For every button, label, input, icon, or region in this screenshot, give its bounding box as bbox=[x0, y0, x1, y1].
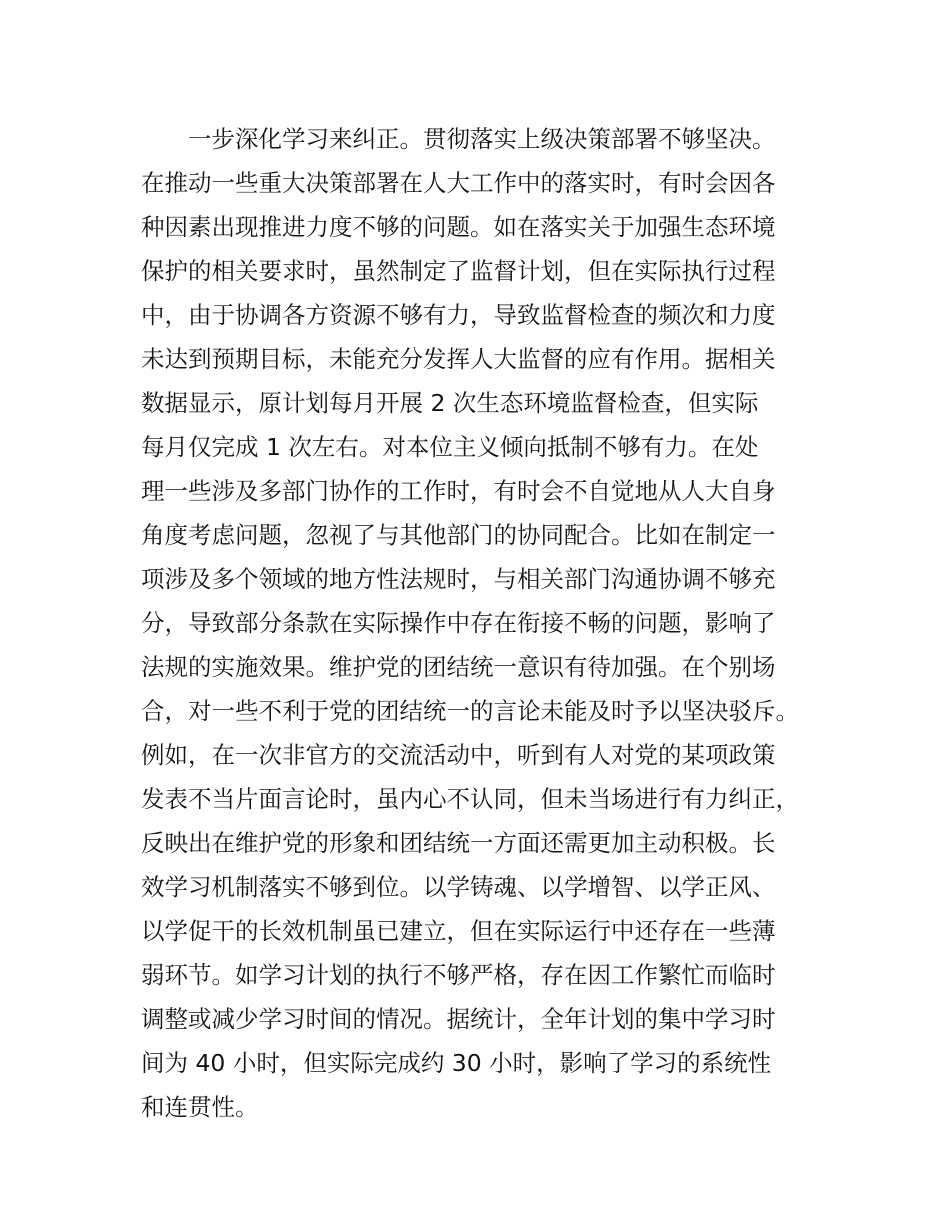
paragraph-line: 效学习机制落实不够到位。以学铸魂、以学增智、以学正风、 bbox=[141, 873, 776, 901]
paragraph-line: 法规的实施效果。维护党的团结统一意识有待加强。在个别场 bbox=[141, 653, 776, 681]
paragraph-line: 数据显示，原计划每月开展 2 次生态环境监督检查，但实际 bbox=[141, 389, 759, 417]
paragraph-line: 种因素出现推进力度不够的问题。如在落实关于加强生态环境 bbox=[141, 213, 776, 241]
paragraph-line: 反映出在维护党的形象和团结统一方面还需更加主动积极。长 bbox=[141, 829, 776, 857]
paragraph-line: 弱环节。如学习计划的执行不够严格，存在因工作繁忙而临时 bbox=[141, 961, 776, 989]
paragraph-line: 中，由于协调各方资源不够有力，导致监督检查的频次和力度 bbox=[141, 301, 776, 329]
paragraph-line: 以学促干的长效机制虽已建立，但在实际运行中还存在一些薄 bbox=[141, 917, 776, 945]
paragraph-line: 角度考虑问题，忽视了与其他部门的协同配合。比如在制定一 bbox=[141, 521, 776, 549]
paragraph-line: 在推动一些重大决策部署在人大工作中的落实时，有时会因各 bbox=[141, 169, 776, 197]
paragraph-line: 调整或减少学习时间的情况。据统计，全年计划的集中学习时 bbox=[141, 1005, 776, 1033]
paragraph-line: 理一些涉及多部门协作的工作时，有时会不自觉地从人大自身 bbox=[141, 477, 776, 505]
paragraph-line: 每月仅完成 1 次左右。对本位主义倾向抵制不够有力。在处 bbox=[141, 433, 759, 461]
paragraph-line: 合，对一些不利于党的团结统一的言论未能及时予以坚决驳斥。 bbox=[141, 697, 799, 725]
paragraph-line: 一步深化学习来纠正。贯彻落实上级决策部署不够坚决。 bbox=[188, 125, 776, 153]
paragraph-line: 分，导致部分条款在实际操作中存在衔接不畅的问题，影响了 bbox=[141, 609, 776, 637]
paragraph-line: 保护的相关要求时，虽然制定了监督计划，但在实际执行过程 bbox=[141, 257, 776, 285]
paragraph-line: 未达到预期目标，未能充分发挥人大监督的应有作用。据相关 bbox=[141, 345, 776, 373]
paragraph-line: 例如，在一次非官方的交流活动中，听到有人对党的某项政策 bbox=[141, 741, 776, 769]
paragraph-line: 间为 40 小时，但实际完成约 30 小时，影响了学习的系统性 bbox=[141, 1049, 772, 1077]
paragraph-line: 项涉及多个领域的地方性法规时，与相关部门沟通协调不够充 bbox=[141, 565, 776, 593]
paragraph-line: 发表不当片面言论时，虽内心不认同，但未当场进行有力纠正， bbox=[141, 785, 799, 813]
paragraph-line: 和连贯性。 bbox=[141, 1093, 259, 1121]
body-paragraph bbox=[141, 117, 841, 1129]
